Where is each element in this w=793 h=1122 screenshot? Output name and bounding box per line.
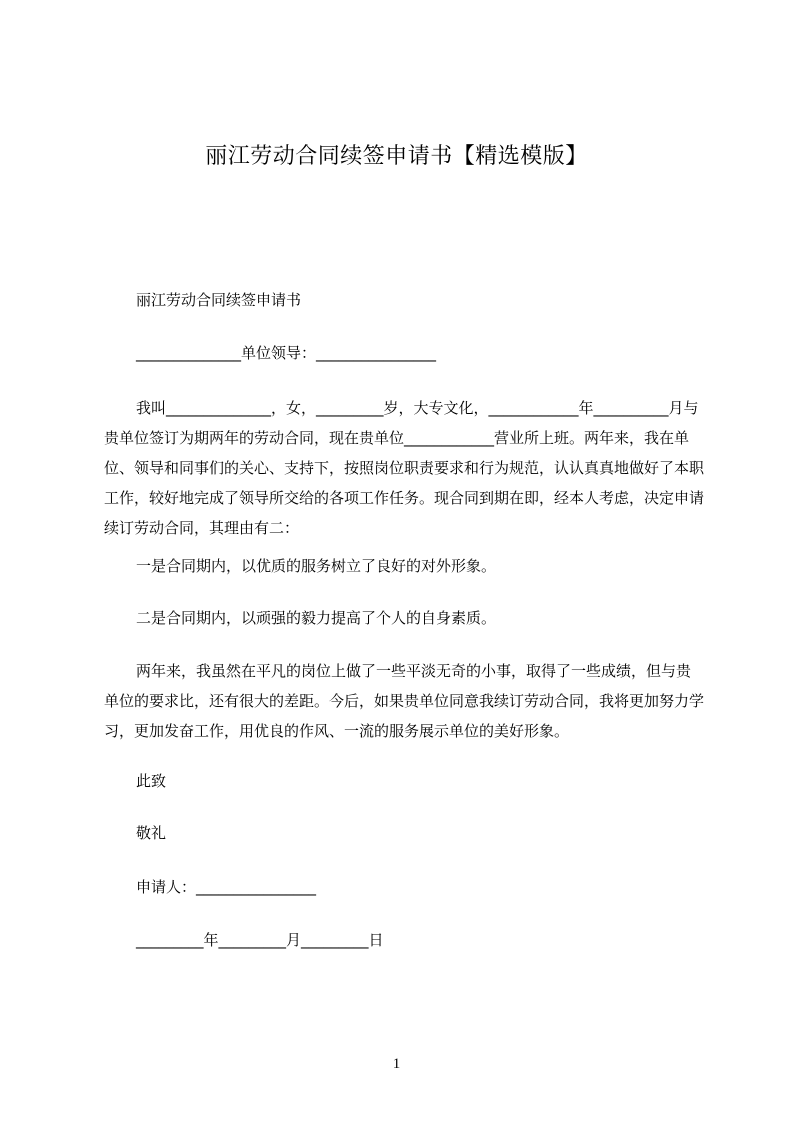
applicant-line: 申请人：________________ xyxy=(136,878,317,896)
document-title: 丽江劳动合同续签申请书【精选模版】 xyxy=(205,144,588,169)
paragraph-text: 两年来，我虽然在平凡的岗位上做了一些平淡无奇的小事，取得了一些成绩，但与贵单位的要求比，还有很大的差距。今后，如果贵单位同意我续订劳动合同，我将更加努力学习，更加发奋工作，用优良的作风、一流的服务展示单位的美好形象。 xyxy=(104,662,705,740)
body-paragraph-2 xyxy=(104,656,704,746)
salutation-line: ______________单位领导：________________ xyxy=(136,344,437,362)
paragraph-text: 我叫______________，女，_________岁，大专文化，____________年__________月与贵单位签订为期两年的劳动合同，现在贵单位____________营业所上班。两年来，我在单位、领导和同事们的关心、支持下，按照岗位职责要求和行为规范，认认真真地做好了本职工作，较好地完成了领导所交给的各项工作任务。现合同到期在即，经本人考虑，决定申请续订劳动合同，其理由有二： xyxy=(104,399,705,537)
reason-two: 二是合同期内，以顽强的毅力提高了个人的自身素质。 xyxy=(136,609,497,627)
closing-regards: 此致 xyxy=(136,772,167,790)
letter-heading: 丽江劳动合同续签申请书 xyxy=(136,291,302,309)
body-paragraph-1 xyxy=(104,393,704,543)
page-number: 1 xyxy=(392,1056,401,1072)
date-line: _________年_________月_________日 xyxy=(136,931,384,949)
closing-salute: 敬礼 xyxy=(136,824,167,842)
reason-one: 一是合同期内，以优质的服务树立了良好的对外形象。 xyxy=(136,557,497,575)
